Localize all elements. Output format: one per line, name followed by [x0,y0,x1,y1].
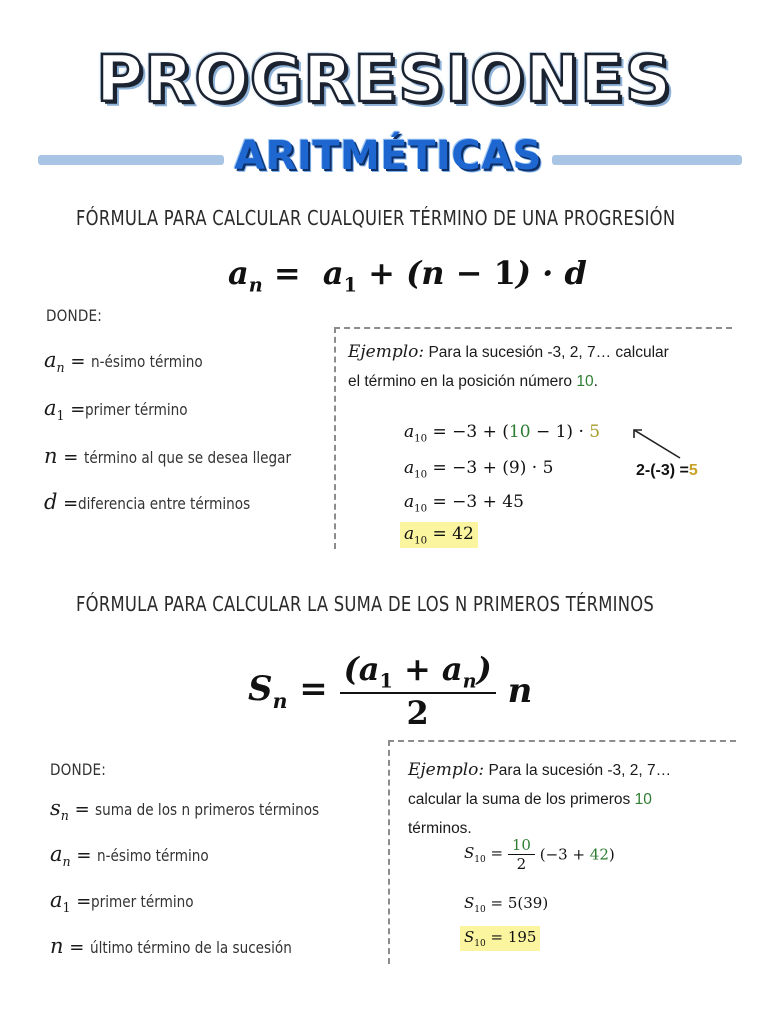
example1-step-3: $a_{10} = -3 + 45$ [404,492,524,515]
title-divider-left [38,155,224,165]
section1-where-label: DONDE: [46,306,103,325]
difference-note: 2-(-3) =5 [636,462,698,479]
example2-label: Ejemplo: [408,760,485,780]
example2-step-1: $S_{10}$ = $\frac{10}{2}$ (−3 + 42) [464,836,615,873]
page-subtitle: ARITMÉTICAS [234,133,542,179]
definition-a1-2: $a_1$ =primer término [50,888,194,916]
sum-formula: $S_n$ = $\frac{(a_1 + a_n)}{2}$ n [248,650,533,733]
definition-n: n = término al que se desea llegar [44,444,292,468]
definition-an: $a_n$ = n-ésimo término [44,348,203,376]
section2-where-label: DONDE: [50,760,107,779]
definition-an-2: $a_n$ = n-ésimo término [50,842,209,870]
definition-a1: $a_1$ =primer término [44,396,188,424]
example2-statement: Ejemplo: Para la sucesión -3, 2, 7… calcular la suma de los primeros 10 términos. [408,760,672,837]
example1-statement: Ejemplo: Para la sucesión -3, 2, 7… calcular el término en la posición número 10. [348,342,669,390]
definition-d: d =diferencia entre términos [44,490,251,514]
example1-step-2: $a_{10} = -3 + (9) \cdot 5$ [404,458,554,481]
arrow-icon [628,424,688,464]
example1-result: $a_{10} = 42$ [400,522,478,548]
definition-n-2: n = último término de la sucesión [50,934,292,958]
page-title: PROGRESIONES [96,43,672,117]
section2-heading: FÓRMULA PARA CALCULAR LA SUMA DE LOS N PRIMEROS TÉRMINOS [76,592,655,616]
example1-step-1: $a_{10} = -3 + (10 - 1) \cdot 5$ [404,422,601,445]
general-term-formula: $a_n = a_1 + (n - 1) \cdot d$ [228,254,587,297]
example2-step-2: $S_{10} = 5(39)$ [464,894,549,915]
section1-heading: FÓRMULA PARA CALCULAR CUALQUIER TÉRMINO DE UNA PROGRESIÓN [76,206,676,230]
title-divider-right [552,155,742,165]
example2-result: $S_{10} = 195$ [460,926,540,951]
definition-sn: $s_n$ = suma de los n primeros términos [50,796,320,824]
example1-label: Ejemplo: [348,342,425,362]
